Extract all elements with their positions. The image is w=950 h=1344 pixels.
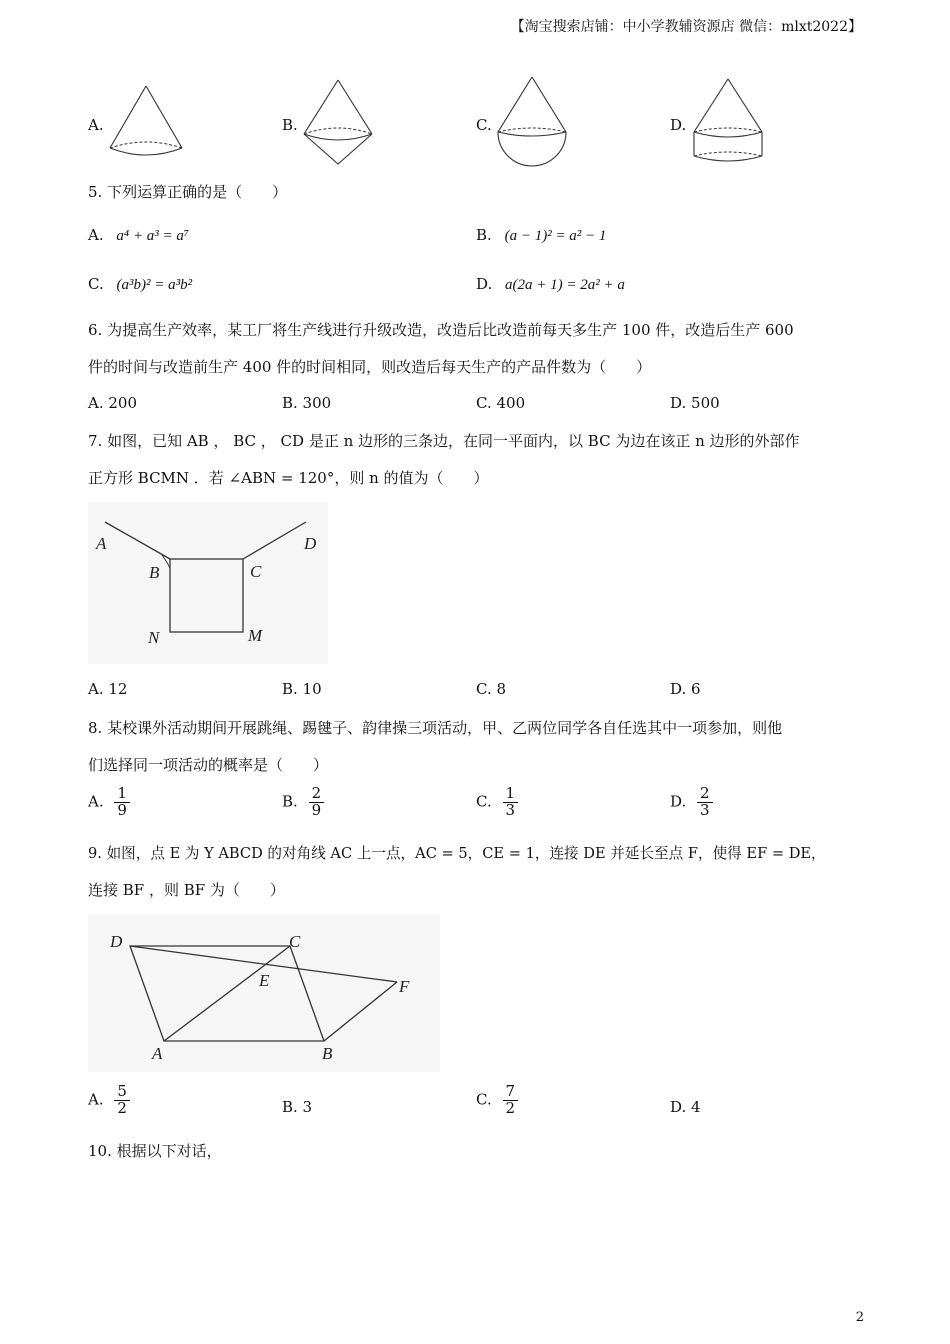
q8-option-b-den: 9 [311,800,322,819]
q9-stem-line2: 连接 BF ，则 BF 为（ ） [88,881,285,899]
q7-label-n: N [148,628,160,647]
q8-option-d [670,786,713,819]
q9-label-e: E [259,971,270,990]
q8-option-c-label: C. [476,792,492,811]
q8-option-c-fraction [503,786,519,819]
q5-option-b-label: B. [476,226,492,244]
q5-option-d-expr: a(2a + 1) = 2a² + a [505,277,625,293]
q9-option-a-den: 2 [117,1098,127,1117]
q9-option-a-num: 5 [114,1084,130,1101]
q6-stem-line2: 件的时间与改造前生产 400 件的时间相同，则改造后每天生产的产品件数为（ ） [88,358,652,376]
q8-option-d-num: 2 [697,786,713,803]
q9-option-c-label: C. [476,1090,492,1109]
q8-option-a [88,786,130,819]
q8-option-a-num: 1 [114,786,130,803]
q9-label-f: F [399,977,410,996]
q7-label-d: D [304,534,317,553]
q9-option-a-label: A. [88,1090,104,1109]
q5-option-d [476,275,625,294]
q8-option-c-num: 1 [503,786,519,803]
q6-option-b: B. 300 [282,394,332,412]
q4-option-a-label: A. [88,116,104,134]
q7-stem-line1: 7. 如图，已知 AB ， BC ， CD 是正 n 边形的三条边，在同一平面内，以 BC 为边在该正 n 边形的外部作 [88,432,800,450]
q7-label-c: C [250,562,262,581]
q10-stem: 10. 根据以下对话， [88,1142,222,1160]
q6-option-d: D. 500 [670,394,720,412]
q7-option-a: A. 12 [88,680,128,698]
q9-option-a [88,1084,130,1117]
q8-option-d-label: D. [670,792,687,811]
q8-option-c-den: 3 [505,800,516,819]
q7-label-b: B [149,563,160,582]
q7-option-d: D. 6 [670,680,701,698]
q5-option-d-label: D. [476,275,493,293]
q5-option-a-label: A. [88,226,104,244]
q9-label-a: A [152,1044,163,1063]
q7-label-m: M [248,626,263,645]
q5-option-c-expr: (a³b)² = a³b² [116,277,193,293]
q9-label-c: C [289,932,301,951]
q5-option-a [88,226,189,245]
q8-option-d-fraction [697,786,713,819]
q9-figure [88,914,440,1072]
q7-option-c: C. 8 [476,680,507,698]
q7-label-a: A [96,534,107,553]
q8-option-b-num: 2 [309,786,325,803]
q4-cone-hemisphere-figure [494,74,570,170]
q9-option-d: D. 4 [670,1098,701,1116]
q5-option-a-expr: a⁴ + a³ = a⁷ [116,228,190,244]
q7-option-b: B. 10 [282,680,322,698]
q8-option-c [476,786,518,819]
q4-double-cone-figure [298,76,378,168]
q6-option-c: C. 400 [476,394,526,412]
q8-option-b-fraction [309,786,325,819]
q5-option-c-label: C. [88,275,104,293]
q9-option-c [476,1084,518,1117]
q8-option-a-label: A. [88,792,104,811]
page-number: 2 [855,1310,864,1325]
q6-option-a: A. 200 [88,394,137,412]
q4-cone-figure [104,82,188,158]
q8-option-b [282,786,324,819]
q9-option-a-fraction [114,1084,130,1117]
q9-option-b: B. 3 [282,1098,313,1116]
q9-option-c-fraction [503,1084,519,1117]
q7-figure [88,502,328,664]
q4-option-c-label: C. [476,116,492,134]
q9-label-d: D [110,932,123,951]
q5-option-b-expr: (a − 1)² = a² − 1 [504,228,607,244]
q9-option-c-num: 7 [503,1084,519,1101]
q5-stem: 5. 下列运算正确的是（ ） [88,183,288,201]
q8-option-d-den: 3 [700,800,710,819]
q8-stem-line1: 8. 某校课外活动期间开展跳绳、踢毽子、韵律操三项活动，甲、乙两位同学各自任选其中一项参加，则他 [88,719,783,737]
q7-stem-line2: 正方形 BCMN ．若 ∠ABN = 120°，则 n 的值为（ ） [88,469,489,487]
q4-option-d-label: D. [670,116,687,134]
page-header: 【淘宝搜索店铺：中小学教辅资源店 微信：mlxt2022】 [510,19,862,35]
q9-stem-line1: 9. 如图，点 E 为 Y ABCD 的对角线 AC 上一点，AC = 5，CE = 1，连接 DE 并延长至点 F，使得 EF = DE， [88,845,826,862]
q4-option-b-label: B. [282,116,298,134]
q8-option-a-fraction [114,786,130,819]
q8-stem-line2: 们选择同一项活动的概率是（ ） [88,756,329,774]
q5-option-c [88,275,192,294]
q9-label-b: B [322,1044,333,1063]
q8-option-a-den: 9 [117,800,127,819]
q4-cone-cylinder-figure [688,76,768,168]
q6-stem-line1: 6. 为提高生产效率，某工厂将生产线进行升级改造，改造后比改造前每天多生产 100 件，改造后生产 600 [88,321,794,339]
q9-option-c-den: 2 [505,1098,516,1117]
q5-option-b [476,226,606,245]
q8-option-b-label: B. [282,792,298,811]
